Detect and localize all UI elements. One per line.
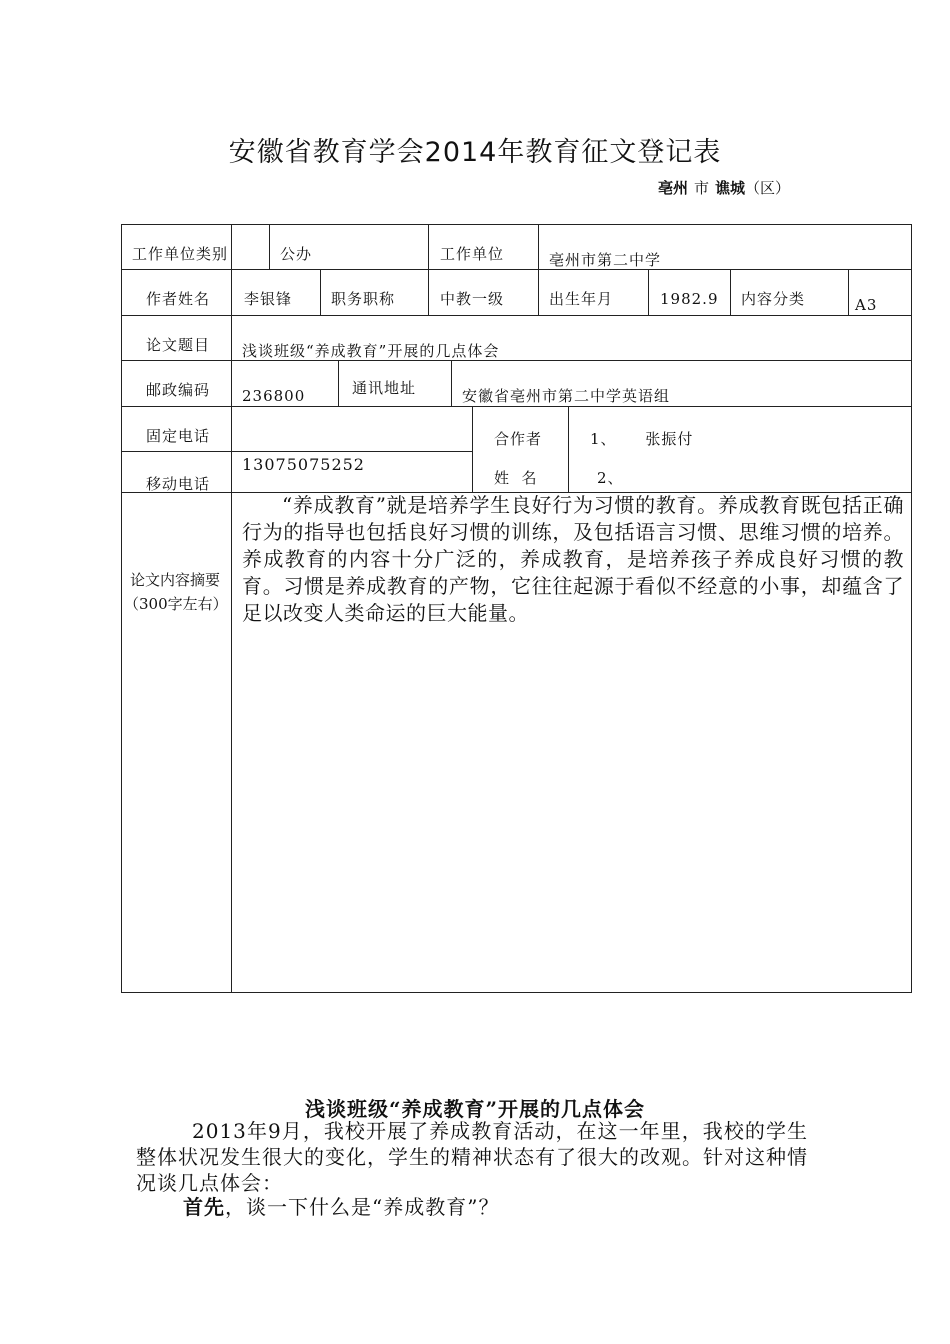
mobile-value: 13075075252: [242, 455, 365, 474]
essay-title-label: 论文题目: [146, 336, 211, 354]
essay-heading: 浅谈班级“养成教育”开展的几点体会: [304, 1097, 645, 1121]
category-label: 内容分类: [741, 290, 806, 308]
essay-paragraph: 2013年9月，我校开展了养成教育活动，在这一年里，我校的学生整体状况发生很大的变化，学生的精神状态有了很大的改观。针对这种情况谈几点体会：: [136, 1119, 808, 1195]
birth-value: 1982.9: [660, 290, 719, 308]
unit-type-value: 公办: [280, 245, 313, 263]
abstract-text: “养成教育”就是培养学生良好行为习惯的教育。养成教育既包括正确行为的指导也包括良好习惯的训练，及包括语言习惯、思维习惯的培养。养成教育的内容十分广泛的，养成教育，是培养孩子养成良好习惯的教育。习惯是养成教育的产物，它往往起源于看似不经意的小事，却蕴含了足以改变人类命运的巨大能量。: [242, 493, 904, 625]
essay-first-point: [183, 1194, 499, 1220]
coauthor-label: 合作者: [494, 430, 543, 448]
position-label: 职务职称: [331, 290, 396, 308]
essay-title-value: 浅谈班级“养成教育”开展的几点体会: [242, 342, 500, 360]
postcode-label: 邮政编码: [146, 381, 211, 399]
position-value: 中教一级: [440, 290, 505, 308]
unit-label: 工作单位: [440, 245, 505, 263]
mobile-label: 移动电话: [146, 475, 211, 493]
postcode-value: 236800: [242, 387, 306, 405]
region-city: 亳州: [658, 179, 689, 197]
birth-label: 出生年月: [549, 290, 614, 308]
coauthor-name-label: 姓 名: [494, 469, 538, 487]
region-district: 谯城: [715, 179, 746, 197]
coauthor-2: 2、: [597, 469, 624, 487]
address-value: 安徽省亳州市第二中学英语组: [462, 387, 671, 405]
unit-type-label: 工作单位类别: [132, 245, 229, 263]
author-label: 作者姓名: [146, 290, 211, 308]
unit-value: 亳州市第二中学: [549, 251, 662, 269]
phone-label: 固定电话: [146, 427, 211, 445]
region-line: [658, 177, 790, 198]
essay-first-rest: ，谈一下什么是“养成教育”？: [225, 1195, 500, 1219]
region-city-suffix: 市: [694, 179, 710, 197]
region-district-suffix: （区）: [745, 179, 791, 197]
category-value: A3: [855, 296, 878, 314]
author-value: 李银锋: [244, 290, 293, 308]
address-label: 通讯地址: [352, 379, 417, 397]
abstract-label: 论文内容摘要（300字左右）: [124, 571, 228, 613]
coauthor-1: 1、 张振付: [590, 430, 694, 448]
form-title: 安徽省教育学会2014年教育征文登记表: [228, 137, 722, 168]
essay-first-bold: 首先: [183, 1195, 225, 1219]
